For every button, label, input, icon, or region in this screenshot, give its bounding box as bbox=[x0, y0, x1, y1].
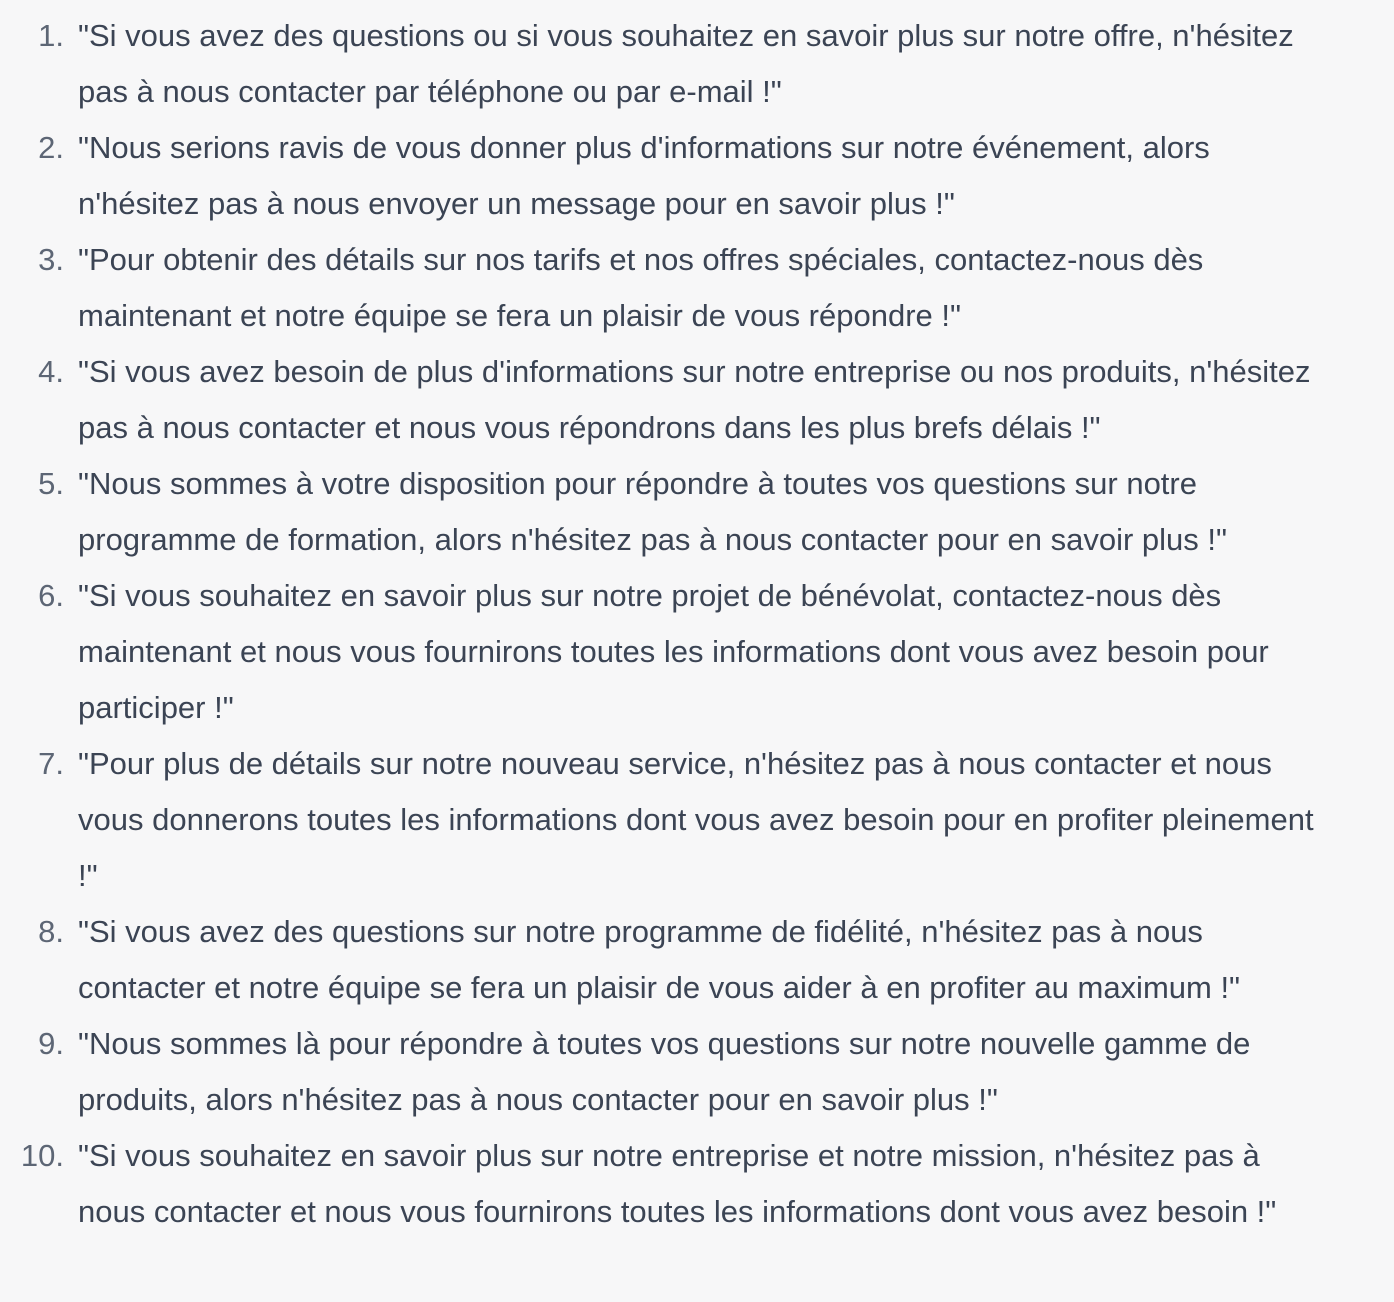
list-item-text: "Pour obtenir des détails sur nos tarifs et nos offres spéciales, contactez-nous dès maintenant et notre équipe se fera un plaisir de vous répondre !" bbox=[78, 242, 1204, 333]
list-item bbox=[0, 904, 1334, 1016]
list-item-text: "Si vous avez des questions sur notre programme de fidélité, n'hésitez pas à nous contacter et notre équipe se fera un plaisir de vous aider à en profiter au maximum !" bbox=[78, 914, 1241, 1005]
list-item-text: "Si vous souhaitez en savoir plus sur notre entreprise et notre mission, n'hésitez pas à nous contacter et nous vous fournirons toutes les informations dont vous avez besoin !" bbox=[78, 1138, 1277, 1229]
list-item-number: 1. bbox=[38, 18, 64, 53]
list-item-number: 8. bbox=[38, 914, 64, 949]
list-item-text: "Si vous avez des questions ou si vous souhaitez en savoir plus sur notre offre, n'hésitez pas à nous contacter par téléphone ou par e-mail !" bbox=[78, 18, 1294, 109]
list-item-text: "Nous serions ravis de vous donner plus d'informations sur notre événement, alors n'hésitez pas à nous envoyer un message pour en savoir plus !" bbox=[78, 130, 1210, 221]
list-item-text: "Si vous souhaitez en savoir plus sur notre projet de bénévolat, contactez-nous dès maintenant et nous vous fournirons toutes les informations dont vous avez besoin pour participer !" bbox=[78, 578, 1269, 725]
list-item-text: "Nous sommes là pour répondre à toutes vos questions sur notre nouvelle gamme de produits, alors n'hésitez pas à nous contacter pour en savoir plus !" bbox=[78, 1026, 1251, 1117]
list-item bbox=[0, 736, 1334, 904]
list-item-text: "Nous sommes à votre disposition pour répondre à toutes vos questions sur notre programme de formation, alors n'hésitez pas à nous contacter pour en savoir plus !" bbox=[78, 466, 1228, 557]
list-item bbox=[0, 568, 1334, 736]
list-item-number: 7. bbox=[38, 746, 64, 781]
list-item-number: 4. bbox=[38, 354, 64, 389]
list-item-text: "Si vous avez besoin de plus d'informations sur notre entreprise ou nos produits, n'hésitez pas à nous contacter et nous vous répondrons dans les plus brefs délais !" bbox=[78, 354, 1311, 445]
list-item bbox=[0, 344, 1334, 456]
list-item-number: 6. bbox=[38, 578, 64, 613]
list-item-number: 10. bbox=[20, 1138, 64, 1173]
list-item-text: "Pour plus de détails sur notre nouveau service, n'hésitez pas à nous contacter et nous vous donnerons toutes les informations dont vous avez besoin pour en profiter pleinement !" bbox=[78, 746, 1314, 893]
quotes-list bbox=[0, 8, 1334, 1240]
list-item-number: 5. bbox=[38, 466, 64, 501]
list-item bbox=[0, 1016, 1334, 1128]
list-item bbox=[0, 120, 1334, 232]
list-item bbox=[0, 1128, 1334, 1240]
list-item-number: 3. bbox=[38, 242, 64, 277]
list-item bbox=[0, 456, 1334, 568]
list-item-number: 2. bbox=[38, 130, 64, 165]
list-item bbox=[0, 232, 1334, 344]
list-item bbox=[0, 8, 1334, 120]
list-item-number: 9. bbox=[38, 1026, 64, 1061]
